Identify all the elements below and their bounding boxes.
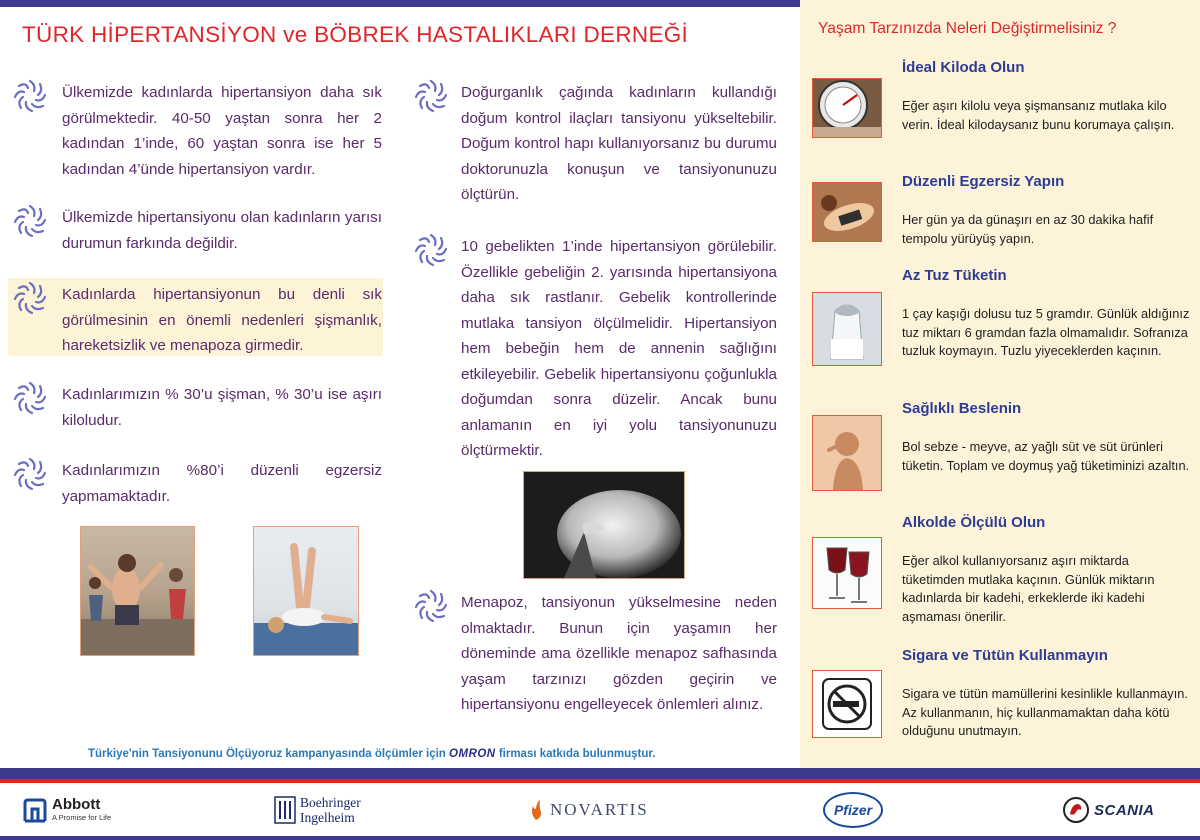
bullet-burst-icon xyxy=(413,588,449,624)
no-smoking-icon xyxy=(813,671,881,737)
abbott-name: Abbott xyxy=(52,796,101,813)
scale-thumbnail xyxy=(812,78,882,138)
abbott-tagline: A Promise for Life xyxy=(52,813,112,822)
boehringer-logo xyxy=(274,790,361,830)
text-ideal-weight: Eğer aşırı kilolu veya şişmansanız mutlaka kilo verin. İdeal kilodaysanız bunu korumaya çalışın. xyxy=(902,98,1175,132)
bullet-burst-icon xyxy=(413,232,449,268)
bottom-red-line xyxy=(0,779,1200,783)
middle-paragraph-2: 10 gebelikten 1’inde hipertansiyon görülebilir. Özellikle gebeliğin 2. yarısında hipertansiyona daha sık rastlanır. Gebelik kontrollerinde mutlaka tansiyon ölçülmelidir. Hipertansiyon hem bebeğin hem de annenin sağlığını etkileyebilir. Gebelik hipertansiyonu çoğunlukla doğumdan sonra düzelir. Ancak bunu anlamanın en iyi yolu tansiyonunuzu ölçtürmektir. xyxy=(461,238,777,459)
novartis-flame-icon xyxy=(528,798,544,822)
heading-exercise: Düzenli Egzersiz Yapın xyxy=(902,173,1065,190)
heading-smoking: Sigara ve Tütün Kullanmayın xyxy=(902,647,1108,664)
bullet-burst-icon xyxy=(413,78,449,114)
middle-paragraph-3: Menapoz, tansiyonun yükselmesine neden olmaktadır. Bunun için yaşamın her döneminde ama özellikle menapoz safhasında yaşam tarzınızı gözden geçirin ve hipertansiyonu engelleyecek önlemleri alınız. xyxy=(461,594,777,713)
novartis-logo xyxy=(528,790,649,830)
bullet-burst-icon xyxy=(12,280,48,316)
scania-griffin-icon xyxy=(1062,796,1090,824)
wine-glasses-icon xyxy=(813,538,881,608)
scania-logo xyxy=(1062,790,1155,830)
scania-name: SCANIA xyxy=(1094,801,1155,819)
text-salt: 1 çay kaşığı dolusu tuz 5 gramdır. Günlük aldığınız tuz miktarı 6 gramdan fazla olmamalıdır. Sofranıza tuzluk koymayın. Tuzlu yiyeceklerden kaçının. xyxy=(902,306,1190,358)
left-paragraph-5: Kadınlarımızın %80’i düzenli egzersiz yapmamaktadır. xyxy=(62,462,382,505)
boehringer-line1: Boehringer xyxy=(300,795,361,810)
middle-paragraph-1: Doğurganlık çağında kadınların kullandığı doğum kontrol ilaçları tansiyonu yükseltebilir. Doğum kontrol hapı kullanıyorsanız bu durumu doktorunuzla konuşun ve tansiyonunuzu ölçtürün. xyxy=(461,84,777,203)
text-exercise: Her gün ya da günaşırı en az 30 dakika hafif tempolu yürüyüş yapın. xyxy=(902,212,1154,246)
sidebar-title: Yaşam Tarzınızda Neleri Değiştirmelisiniz ? xyxy=(818,20,1117,37)
exercise-floor-photo xyxy=(253,526,359,656)
eating-icon xyxy=(813,416,881,490)
exercise-thumbnail xyxy=(812,182,882,242)
exercise-icon xyxy=(813,183,881,241)
exercise-class-figures-icon xyxy=(81,527,194,655)
pfizer-logo xyxy=(823,790,883,830)
pregnancy-photo xyxy=(523,471,685,579)
pregnant-belly-icon xyxy=(524,472,684,578)
omron-brand: OMRON xyxy=(449,748,496,760)
nutrition-thumbnail xyxy=(812,415,882,491)
text-alcohol: Eğer alkol kullanıyorsanız aşırı miktarda tüketimden mutlaka kaçının. Günlük miktarın kadınlarda bir kadehi, erkeklerde iki kadehi aşmaması önerilir. xyxy=(902,553,1155,624)
left-paragraph-1: Ülkemizde kadınlarda hipertansiyon daha sık görülmektedir. 40-50 yaştan sonra her 2 kadından 1’inde, 60 yaştan sonra ise her 5 kadından 4’ünde hipertansiyon vardır. xyxy=(62,84,382,178)
bullet-burst-icon xyxy=(12,456,48,492)
floor-exercise-figure-icon xyxy=(254,527,358,655)
boehringer-line2: Ingelheim xyxy=(300,810,355,825)
credit-text-start: Türkiye'nin Tansiyonunu Ölçüyoruz kampanyasında ölçümler için xyxy=(88,748,446,760)
bottom-stripe xyxy=(0,836,1200,840)
page-title: TÜRK HİPERTANSİYON ve BÖBREK HASTALIKLARI DERNEĞİ xyxy=(22,22,689,47)
bullet-burst-icon xyxy=(12,78,48,114)
heading-salt: Az Tuz Tüketin xyxy=(902,267,1007,284)
boehringer-mark-icon xyxy=(274,796,296,824)
text-nutrition: Bol sebze - meyve, az yağlı süt ve süt ürünleri tüketin. Toplam ve doymuş yağ tüketiminizi azaltın. xyxy=(902,439,1190,473)
heading-alcohol: Alkolde Ölçülü Olun xyxy=(902,514,1046,531)
abbott-logo xyxy=(22,790,111,830)
bullet-burst-icon xyxy=(12,380,48,416)
no-smoking-thumbnail xyxy=(812,670,882,738)
salt-shaker-icon xyxy=(813,293,881,365)
text-smoking: Sigara ve tütün mamüllerini kesinlikle kullanmayın. Az kullanmanın, hiç kullanmamaktan daha kötü olduğunu unutmayın. xyxy=(902,686,1188,738)
exercise-class-photo xyxy=(80,526,195,656)
bullet-burst-icon xyxy=(12,203,48,239)
credit-text-end: firması katkıda bulunmuştur. xyxy=(498,748,656,760)
abbott-mark-icon xyxy=(22,797,48,823)
heading-ideal-weight: İdeal Kiloda Olun xyxy=(902,59,1025,76)
left-paragraph-4: Kadınlarımızın % 30’u şişman, % 30’u ise aşırı kiloludur. xyxy=(62,386,382,429)
novartis-name: NOVARTIS xyxy=(550,800,649,819)
campaign-credit xyxy=(88,748,655,760)
pfizer-name: Pfizer xyxy=(823,792,883,828)
heading-nutrition: Sağlıklı Beslenin xyxy=(902,400,1022,417)
bottom-bar xyxy=(0,768,1200,779)
salt-thumbnail xyxy=(812,292,882,366)
left-paragraph-2: Ülkemizde hipertansiyonu olan kadınların yarısı durumun farkında değildir. xyxy=(62,209,382,252)
alcohol-thumbnail xyxy=(812,537,882,609)
scale-icon xyxy=(813,79,881,137)
left-paragraph-3: Kadınlarda hipertansiyonun bu denli sık görülmesinin en önemli nedenleri şişmanlık, hareketsizlik ve menapoza girmedir. xyxy=(62,286,382,354)
